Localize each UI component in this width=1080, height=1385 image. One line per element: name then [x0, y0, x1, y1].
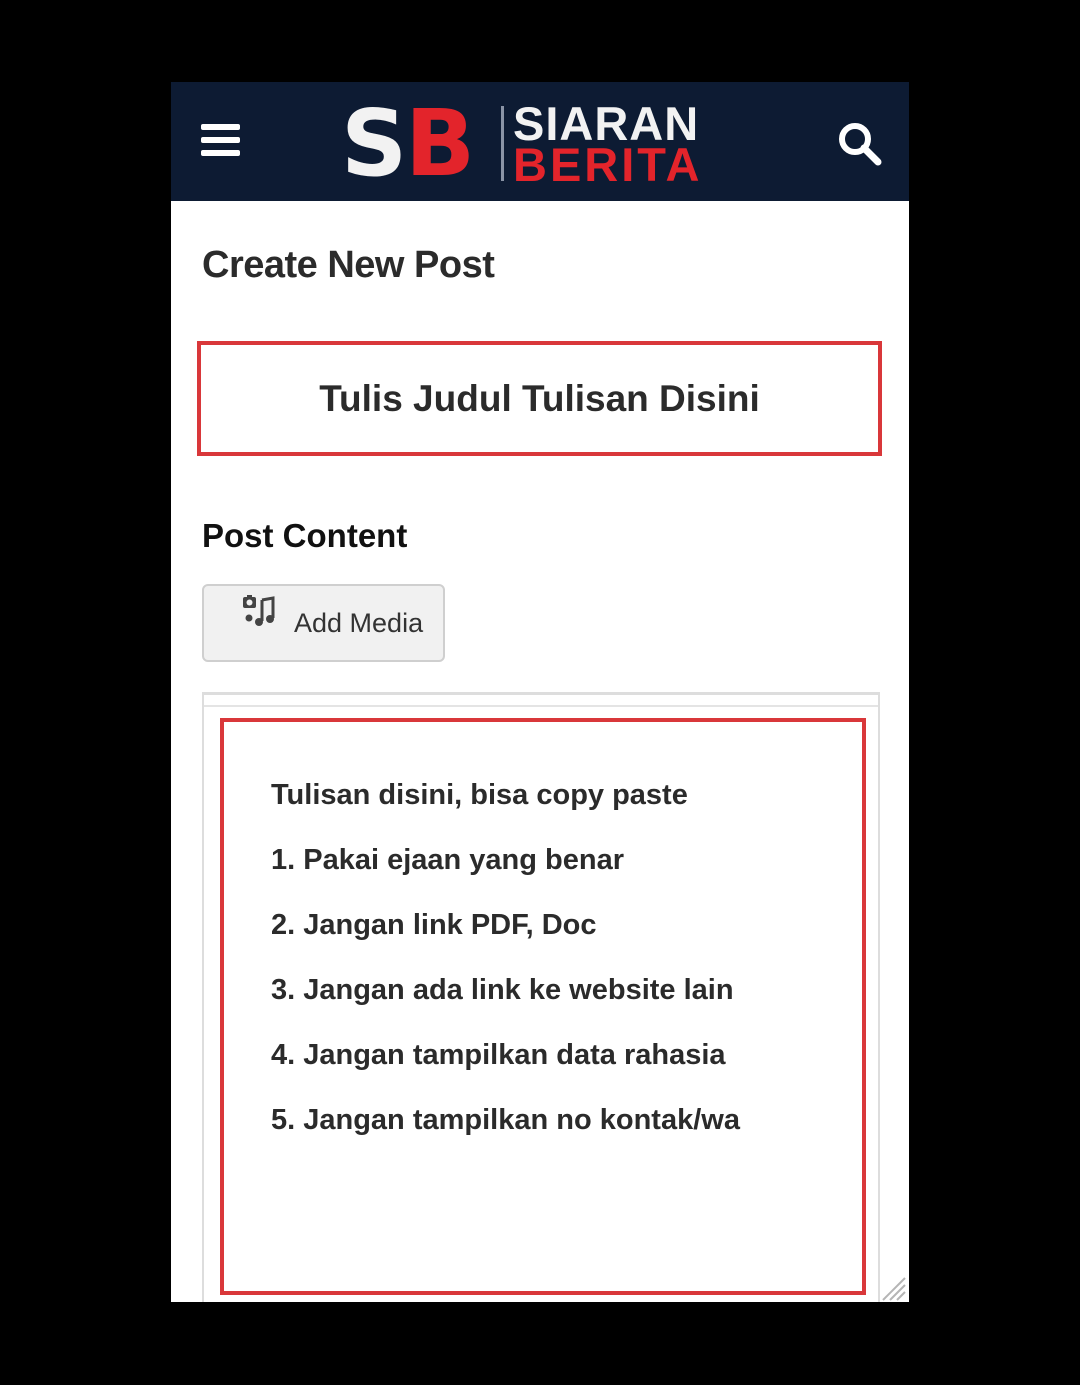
content-line: 3. Jangan ada link ke website lain: [271, 974, 734, 1006]
post-content-textarea[interactable]: [220, 718, 866, 1295]
logo-word-berita: BERITA: [513, 138, 703, 191]
post-title-input[interactable]: [197, 341, 882, 456]
post-form-screen: [171, 82, 909, 1302]
content-line: 5. Jangan tampilkan no kontak/wa: [271, 1104, 740, 1136]
add-media-label: Add Media: [294, 608, 424, 638]
content-line: 4. Jangan tampilkan data rahasia: [271, 1039, 726, 1071]
content-line: 2. Jangan link PDF, Doc: [271, 909, 597, 941]
resize-handle-icon[interactable]: [879, 1274, 907, 1302]
add-media-icon: [240, 594, 276, 630]
search-icon[interactable]: [836, 120, 884, 168]
page-title: Create New Post: [202, 244, 495, 286]
site-logo[interactable]: [341, 90, 741, 197]
post-content-editor: [202, 692, 880, 1302]
logo-letter-s: S: [341, 90, 402, 197]
content-line: 1. Pakai ejaan yang benar: [271, 844, 625, 876]
post-content-label: Post Content: [202, 517, 408, 554]
logo-letter-b: B: [405, 90, 476, 197]
logo-word-siaran: SIARAN: [513, 97, 700, 150]
add-media-button[interactable]: [202, 584, 445, 662]
hamburger-menu-icon[interactable]: [201, 124, 241, 158]
content-line: Tulisan disini, bisa copy paste: [271, 779, 688, 811]
logo-divider: [501, 106, 504, 181]
editor-toolbar: [204, 695, 878, 707]
site-header: [171, 82, 909, 201]
